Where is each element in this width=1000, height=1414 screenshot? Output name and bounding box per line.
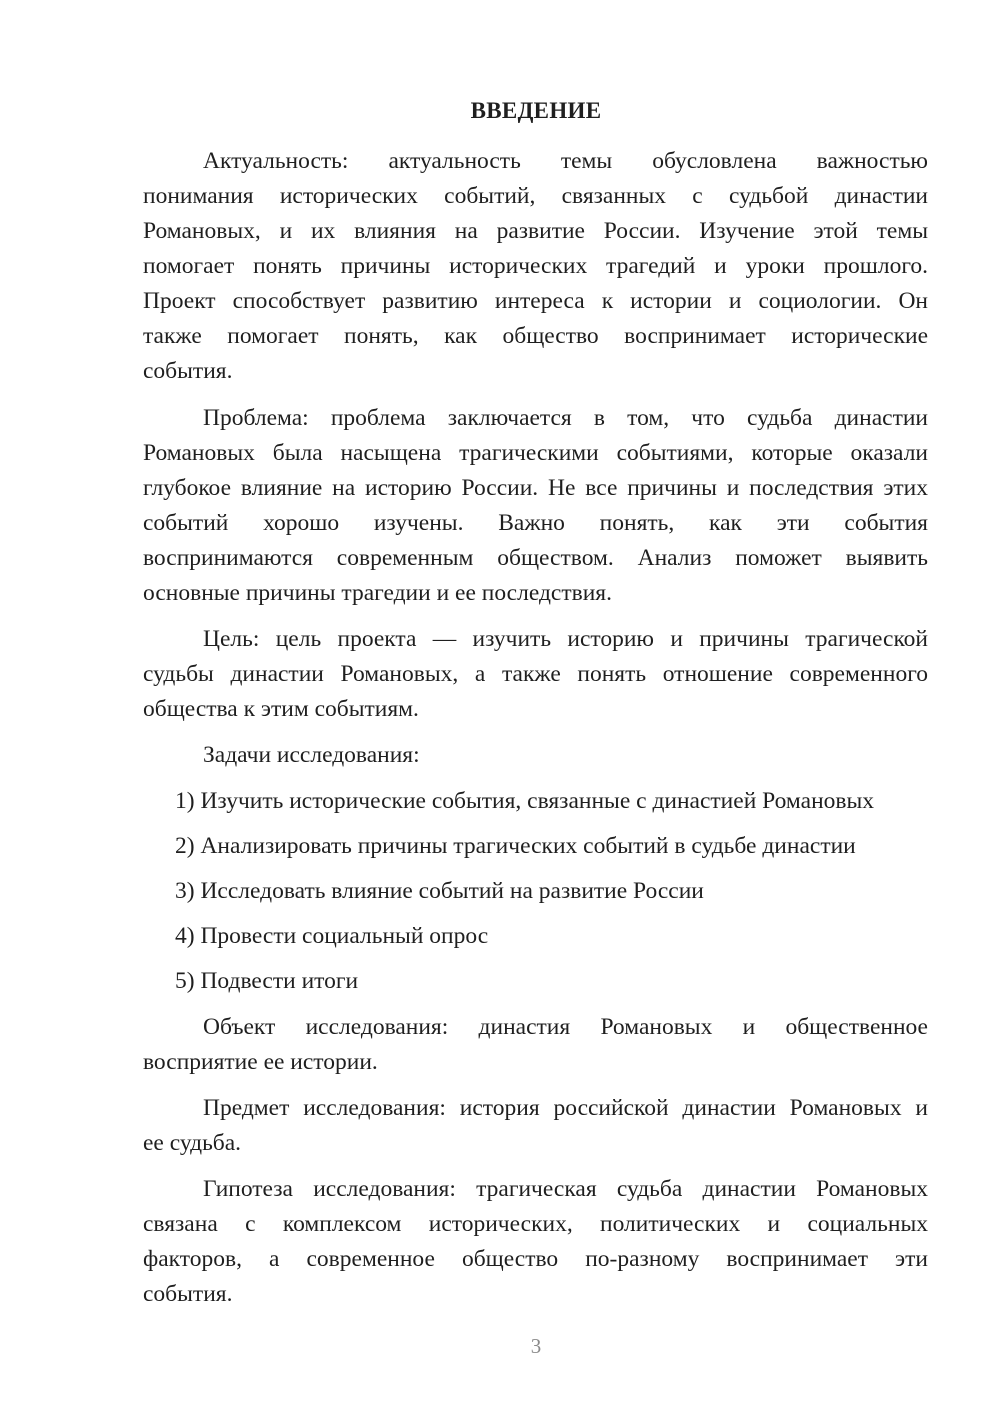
paragraph-hypothesis-line: факторов, а современное общество по-разному воспринимает эти [143,1246,928,1272]
paragraph-object-line: восприятие ее истории. [143,1049,378,1075]
paragraph-relevance-line: события. [143,358,233,384]
paragraph-relevance-line: Проект способствует развитию интереса к истории и социологии. Он [143,288,928,314]
paragraph-subject-line: Предмет исследования: история российской династии Романовых и [203,1095,928,1121]
task-list-item: 4) Провести социальный опрос [175,923,489,949]
paragraph-relevance-line: также помогает понять, как общество воспринимает исторические [143,323,928,349]
paragraph-relevance-line: Романовых, и их влияния на развитие России. Изучение этой темы [143,218,928,244]
paragraph-problem-line: событий хорошо изучены. Важно понять, как эти события [143,510,928,536]
paragraph-problem-line: глубокое влияние на историю России. Не все причины и последствия этих [143,475,928,501]
paragraph-subject-line: ее судьба. [143,1130,242,1156]
task-list-item: 2) Анализировать причины трагических событий в судьбе династии [175,833,856,859]
paragraph-hypothesis-line: Гипотеза исследования: трагическая судьба династии Романовых [203,1176,928,1202]
paragraph-relevance-line: помогает понять причины исторических трагедий и уроки прошлого. [143,253,928,279]
tasks-heading: Задачи исследования: [203,742,420,768]
paragraph-problem-line: Проблема: проблема заключается в том, что судьба династии [203,405,928,431]
paragraph-relevance-line: понимания исторических событий, связанных с судьбой династии [143,183,928,209]
task-list-item: 1) Изучить исторические события, связанные с династией Романовых [175,788,875,814]
paragraph-hypothesis-line: связана с комплексом исторических, политических и социальных [143,1211,928,1237]
section-heading: ВВЕДЕНИЕ [470,98,602,123]
task-list-item: 5) Подвести итоги [175,968,359,994]
paragraph-goal-line: Цель: цель проекта — изучить историю и причины трагической [203,626,928,652]
paragraph-goal-line: судьбы династии Романовых, а также понять отношение современного [143,661,928,687]
paragraph-goal-line: общества к этим событиям. [143,696,419,722]
paragraph-problem-line: воспринимаются современным обществом. Анализ поможет выявить [143,545,928,571]
paragraph-relevance-line: Актуальность: актуальность темы обусловлена важностью [203,148,928,174]
paragraph-object-line: Объект исследования: династия Романовых и общественное [203,1014,928,1040]
paragraph-hypothesis-line: события. [143,1281,233,1307]
paragraph-problem-line: основные причины трагедии и ее последствия. [143,580,612,606]
page-number: 3 [530,1334,542,1358]
task-list-item: 3) Исследовать влияние событий на развитие России [175,878,704,904]
paragraph-problem-line: Романовых была насыщена трагическими событиями, которые оказали [143,440,928,466]
